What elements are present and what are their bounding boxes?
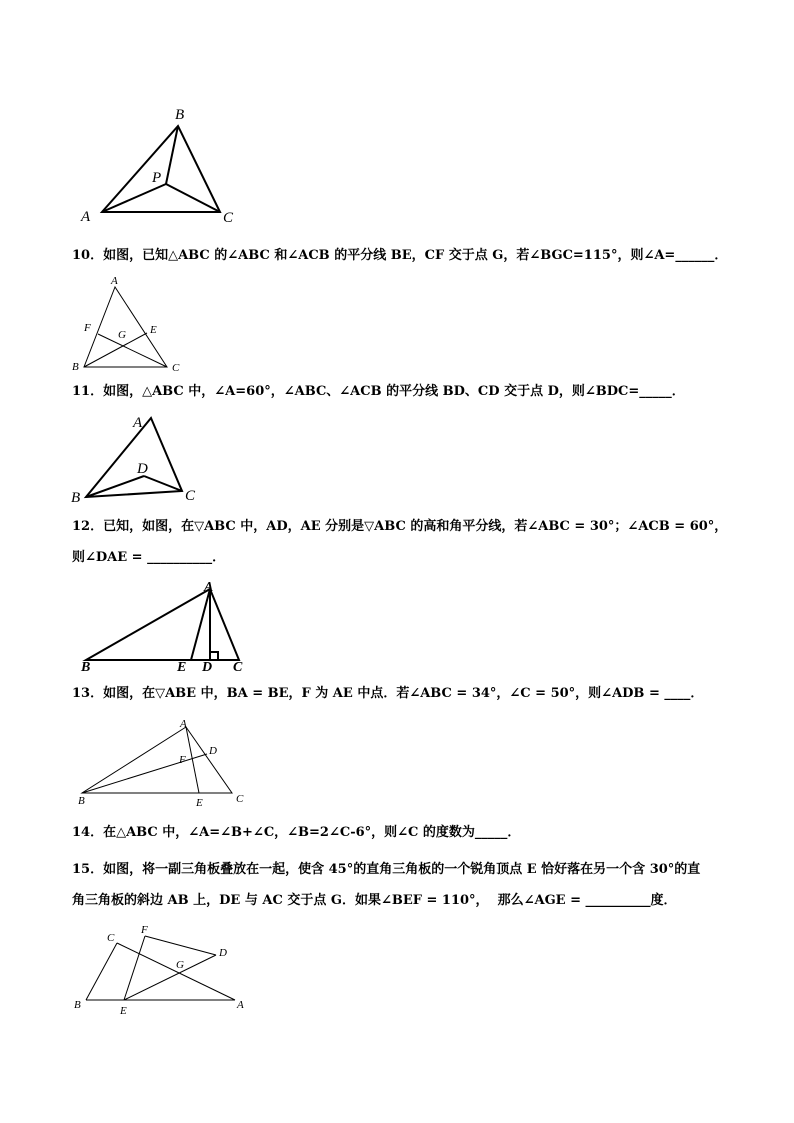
question-13-text: 13．如图，在▽ABE 中，BA = BE，F 为 AE 中点．若∠ABC = 34°，∠C = 50°，则∠ADB = ____． — [72, 686, 704, 701]
label-a: A — [204, 580, 214, 595]
label-c: C — [185, 488, 196, 504]
label-b: B — [72, 361, 79, 373]
question-13 — [72, 684, 703, 704]
question-15-text-line1: 15．如图，将一副三角板叠放在一起，使含 45°的直角三角板的一个锐角顶点 E 恰好落在另一个含 30°的直 — [72, 862, 701, 877]
label-a: A — [111, 275, 118, 287]
label-a: A — [237, 999, 244, 1011]
label-e: E — [120, 1005, 127, 1016]
label-d: D — [202, 660, 213, 674]
question-14 — [72, 823, 520, 843]
question-15-text-line2: 角三角板的斜边 AB 上，DE 与 AC 交于点 G．如果∠BEF = 110°， 那么∠AGE = __________度． — [72, 893, 677, 908]
question-12-text-line2: 则∠DAE = __________． — [72, 550, 226, 565]
label-f: F — [141, 924, 148, 936]
question-10-text: 10．如图，已知△ABC 的∠ABC 和∠ACB 的平分线 BE，CF 交于点 G，若∠BGC=115°，则∠A=______． — [72, 248, 728, 263]
question-10 — [72, 246, 727, 266]
label-a: A — [180, 718, 187, 730]
label-e: E — [196, 797, 203, 809]
label-f: F — [179, 754, 186, 766]
figure-q15 — [70, 920, 255, 1016]
label-b: B — [71, 490, 81, 506]
label-g: G — [118, 329, 126, 341]
question-12 — [72, 517, 727, 537]
label-g: G — [176, 959, 184, 971]
label-d: D — [219, 947, 227, 959]
figure-triangle-abcp — [78, 100, 248, 230]
question-15 — [72, 860, 700, 880]
question-14-text: 14．在△ABC 中，∠A=∠B+∠C，∠B=2∠C-6°，则∠C 的度数为_____． — [72, 825, 521, 840]
label-b: B — [81, 660, 91, 674]
question-12-text-line1: 12．已知，如图，在▽ABC 中，AD，AE 分别是▽ABC 的高和角平分线，若∠ABC = 30°；∠ACB = 60°， — [72, 519, 728, 534]
label-d: D — [137, 461, 148, 477]
label-f: F — [84, 322, 91, 334]
label-a: A — [133, 415, 143, 431]
question-11-text: 11．如图，△ABC 中，∠A=60°，∠ABC、∠ACB 的平分线 BD、CD 交于点 D，则∠BDC=_____． — [72, 384, 685, 399]
label-c: C — [223, 210, 234, 226]
question-15-cont — [72, 891, 677, 911]
figure-q12 — [78, 576, 253, 674]
figure-q10 — [70, 272, 190, 376]
figure-q11 — [68, 408, 208, 506]
label-b: B — [78, 795, 85, 807]
label-e: E — [150, 324, 157, 336]
question-12-cont — [72, 548, 225, 568]
label-a: A — [81, 209, 91, 225]
label-d: D — [209, 745, 217, 757]
label-b: B — [74, 999, 81, 1011]
figure-q13 — [70, 712, 255, 812]
label-c: C — [236, 793, 244, 805]
label-c: C — [107, 932, 115, 944]
label-e: E — [177, 660, 187, 674]
label-c: C — [233, 660, 243, 674]
label-p: P — [152, 170, 162, 186]
label-c: C — [172, 362, 180, 374]
question-11 — [72, 382, 685, 402]
label-b: B — [175, 107, 185, 123]
